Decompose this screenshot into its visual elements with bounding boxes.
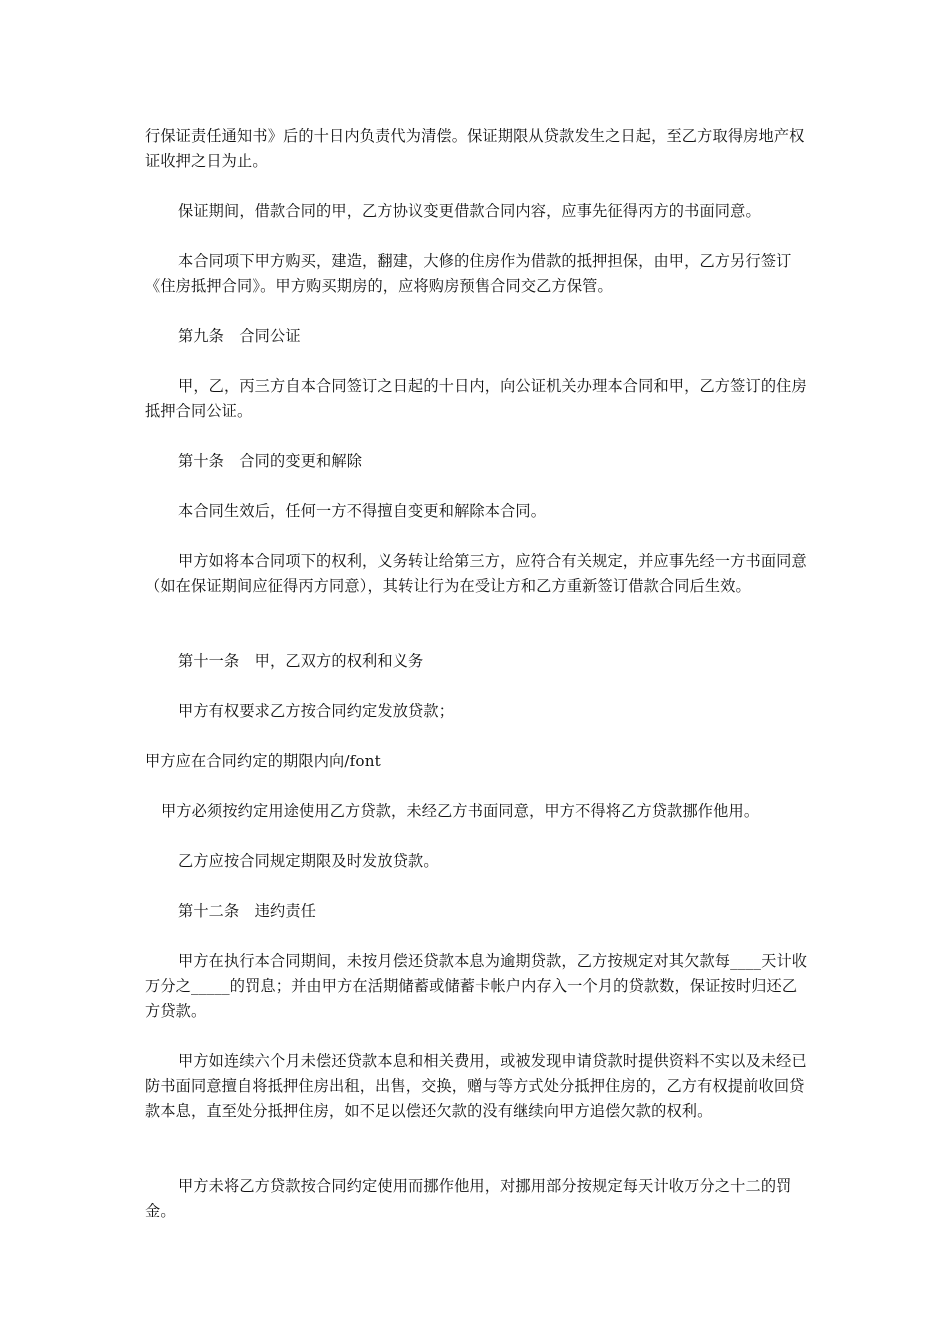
heading-article-12: 第十二条 违约责任 bbox=[178, 902, 317, 920]
paragraph-notarization: 甲，乙，丙三方自本合同签订之日起的十日内，向公证机关办理本合同和甲，乙方签订的住房抵押合同公证。 bbox=[145, 377, 807, 420]
heading-article-11: 第十一条 甲，乙双方的权利和义务 bbox=[178, 652, 424, 670]
paragraph-default: 甲方如连续六个月未偿还贷款本息和相关费用，或被发现申请贷款时提供资料不实以及未经已防书面同意擅自将抵押住房出租，出售，交换，赠与等方式处分抵押住房的，乙方有权提前收回贷款本息，直至处分抵押住房，如不足以偿还欠款的没有继续向甲方追偿欠款的权利。 bbox=[145, 1052, 807, 1120]
paragraph-mortgage: 本合同项下甲方购买，建造，翻建，大修的住房作为借款的抵押担保，由甲，乙方另行签订《住房抵押合同》。甲方购买期房的，应将购房预售合同交乙方保管。 bbox=[145, 252, 792, 295]
paragraph-transfer: 甲方如将本合同项下的权利，义务转让给第三方，应符合有关规定，并应事先经一方书面同意（如在保证期间应征得丙方同意），其转让行为在受让方和乙方重新签订借款合同后生效。 bbox=[145, 552, 807, 595]
heading-article-9: 第九条 合同公证 bbox=[178, 327, 301, 345]
heading-article-10: 第十条 合同的变更和解除 bbox=[178, 452, 363, 470]
paragraph-guarantee-period: 行保证责任通知书》后的十日内负责代为清偿。保证期限从贷款发生之日起，至乙方取得房地产权证收押之日为止。 bbox=[145, 127, 805, 170]
paragraph-overdue: 甲方在执行本合同期间，未按月偿还贷款本息为逾期贷款，乙方按规定对其欠款每____天计收万分之_____的罚息；并由甲方在活期储蓄或储蓄卡帐户内存入一个月的贷款数，保证按时归还乙方贷款。 bbox=[145, 952, 808, 1020]
paragraph-right-request: 甲方有权要求乙方按合同约定发放贷款； bbox=[178, 702, 455, 720]
paragraph-use-purpose: 甲方必须按约定用途使用乙方贷款，未经乙方书面同意，甲方不得将乙方贷款挪作他用。 bbox=[161, 802, 760, 820]
paragraph-no-change: 本合同生效后，任何一方不得擅自变更和解除本合同。 bbox=[178, 502, 547, 520]
paragraph-release-loan: 乙方应按合同规定期限及时发放贷款。 bbox=[178, 852, 439, 870]
paragraph-truncated: 甲方应在合同约定的期限内向/font bbox=[145, 752, 381, 770]
paragraph-guarantee-change: 保证期间，借款合同的甲，乙方协议变更借款合同内容，应事先征得丙方的书面同意。 bbox=[178, 202, 761, 220]
paragraph-misuse-penalty: 甲方未将乙方贷款按合同约定使用而挪作他用，对挪用部分按规定每天计收万分之十二的罚金。 bbox=[145, 1177, 792, 1220]
